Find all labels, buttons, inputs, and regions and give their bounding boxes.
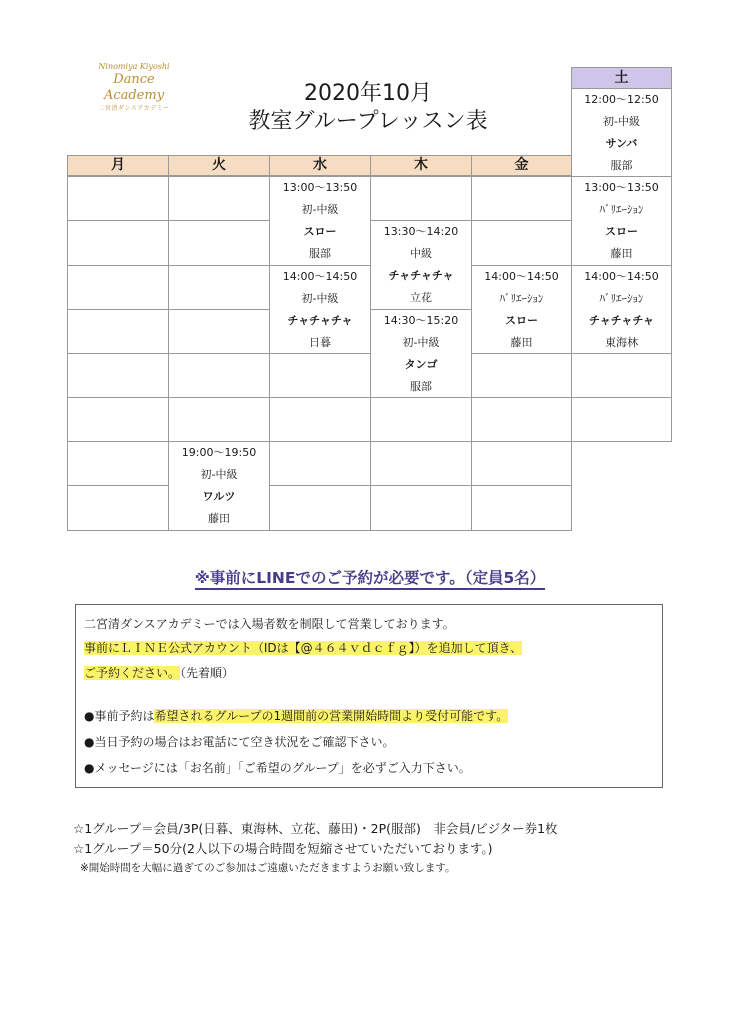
lesson-sat-1300	[571, 176, 672, 266]
lesson-fri-1400	[471, 265, 572, 354]
lesson-dance: スロー	[605, 225, 638, 238]
lesson-wed-1400	[269, 265, 371, 354]
info-box	[75, 604, 663, 788]
info-line3-highlight: ご予約ください。	[84, 666, 181, 680]
empty-cell	[168, 397, 270, 442]
lesson-dance: チャチャチャ	[588, 314, 654, 327]
lesson-level: ﾊﾞﾘｴｰｼｮﾝ	[599, 292, 644, 305]
lesson-sat-1200	[571, 88, 672, 177]
title-main: 教室グループレッスン表	[248, 109, 488, 134]
empty-cell	[269, 441, 371, 486]
lesson-level: ﾊﾞﾘｴｰｼｮﾝ	[599, 203, 644, 216]
empty-cell	[571, 353, 672, 398]
lesson-time: 12:00〜12:50	[584, 93, 659, 106]
footer-line1: ☆1グループ＝会員/3P(日暮、東海林、立花、藤田)・2P(服部) 非会員/ビジター券1枚	[73, 821, 558, 836]
lesson-time: 14:00〜14:50	[282, 270, 358, 283]
lesson-teacher: 藤田	[610, 247, 633, 260]
empty-cell	[370, 397, 472, 442]
empty-cell	[370, 441, 472, 486]
lesson-sat-1400	[571, 265, 672, 354]
empty-cell	[471, 176, 572, 221]
lesson-teacher: 立花	[410, 291, 432, 304]
header-monday: 月	[67, 155, 169, 176]
empty-cell	[370, 176, 472, 221]
lesson-dance: チャチャチャ	[388, 269, 454, 282]
lesson-level: 中級	[410, 247, 432, 260]
header-saturday: 土	[571, 67, 672, 89]
empty-cell	[67, 265, 169, 310]
lesson-dance: チャチャチャ	[287, 314, 353, 327]
empty-cell	[168, 176, 270, 221]
lesson-time: 19:00〜19:50	[181, 446, 257, 459]
lesson-teacher: 藤田	[510, 336, 533, 349]
lesson-dance: サンバ	[605, 137, 638, 150]
empty-cell	[269, 397, 371, 442]
footer-line3: ※開始時間を大幅に過ぎてのご参加はご遠慮いただきますようお願い致します。	[80, 862, 456, 874]
lesson-teacher: 服部	[610, 159, 633, 172]
logo-line1: Ninomiya Kiyoshi	[98, 62, 170, 71]
empty-cell	[471, 397, 572, 442]
footer-line2: ☆1グループ＝50分(2人以下の場合時間を短縮させていただいております。)	[73, 841, 493, 856]
empty-cell	[67, 309, 169, 354]
empty-cell	[269, 485, 371, 531]
empty-cell	[67, 353, 169, 398]
lesson-teacher: 藤田	[208, 512, 230, 525]
lesson-thu-1430	[370, 309, 472, 398]
header-wednesday: 水	[269, 155, 371, 176]
lesson-time: 14:30〜15:20	[383, 314, 459, 327]
empty-cell	[471, 220, 572, 266]
lesson-level: 初-中級	[402, 336, 440, 349]
header-tuesday: 火	[168, 155, 270, 176]
logo-line3: 二宮清ダンスアカデミー	[98, 105, 170, 112]
empty-cell	[168, 220, 270, 266]
lesson-teacher: 服部	[410, 380, 432, 393]
lesson-dance: タンゴ	[404, 358, 438, 371]
lesson-teacher: 日暮	[309, 336, 331, 349]
reservation-notice-text: ※事前にLINEでのご予約が必要です。（定員5名）	[195, 569, 546, 590]
lesson-time: 14:00〜14:50	[484, 270, 559, 283]
header-friday: 金	[471, 155, 572, 176]
lesson-level: 初-中級	[301, 203, 339, 216]
empty-cell	[471, 353, 572, 398]
lesson-level: 初-中級	[200, 468, 238, 481]
lesson-level: 初-中級	[603, 115, 640, 128]
empty-cell	[471, 441, 572, 486]
empty-cell	[370, 485, 472, 531]
lesson-dance: ワルツ	[202, 490, 236, 503]
empty-cell	[67, 220, 169, 266]
lesson-level: 初-中級	[301, 292, 339, 305]
info-line1: 二宮清ダンスアカデミーでは入場者数を制限して営業しております。	[84, 617, 455, 631]
empty-cell	[67, 441, 169, 486]
lesson-time: 13:30〜14:20	[383, 225, 459, 238]
empty-cell	[471, 485, 572, 531]
title-month: 2020年10月	[304, 81, 432, 106]
info-line5: ●当日予約の場合はお電話にて空き状況をご確認下さい。	[84, 735, 395, 749]
lesson-thu-1330	[370, 220, 472, 310]
empty-cell	[67, 485, 169, 531]
lesson-dance: スロー	[505, 314, 538, 327]
logo-line2: Dance Academy	[103, 72, 165, 103]
info-line4	[84, 707, 508, 724]
info-line3-rest: （先着順）	[180, 666, 235, 680]
info-line6: ●メッセージには「お名前」「ご希望のグループ」を必ずご入力下さい。	[84, 761, 471, 775]
lesson-teacher: 東海林	[605, 336, 638, 349]
lesson-time: 14:00〜14:50	[584, 270, 659, 283]
empty-cell	[571, 397, 672, 442]
lesson-teacher: 服部	[309, 247, 331, 260]
info-line4-highlight: 希望されるグループの1週間前の営業開始時間より受付可能です。	[154, 709, 509, 723]
reservation-notice	[80, 566, 660, 588]
empty-cell	[67, 397, 169, 442]
lesson-time: 13:00〜13:50	[584, 181, 659, 194]
lesson-wed-1300	[269, 176, 371, 266]
empty-cell	[269, 353, 371, 398]
lesson-dance: スロー	[303, 225, 337, 238]
info-line2-text: 事前にＬＩＮＥ公式アカウント（IDは【@４６４ｖｄｃｆｇ】）を追加して頂き、	[84, 641, 523, 655]
lesson-level: ﾊﾞﾘｴｰｼｮﾝ	[499, 292, 544, 305]
empty-cell	[168, 265, 270, 310]
info-line4-lead: ●事前予約は	[84, 709, 155, 723]
empty-cell	[67, 176, 169, 221]
academy-logo	[86, 62, 182, 112]
empty-cell	[168, 353, 270, 398]
lesson-time: 13:00〜13:50	[282, 181, 358, 194]
header-thursday: 木	[370, 155, 472, 176]
lesson-tue-1900	[168, 441, 270, 531]
info-line3	[84, 664, 234, 681]
info-line2	[84, 639, 522, 656]
empty-cell	[168, 309, 270, 354]
